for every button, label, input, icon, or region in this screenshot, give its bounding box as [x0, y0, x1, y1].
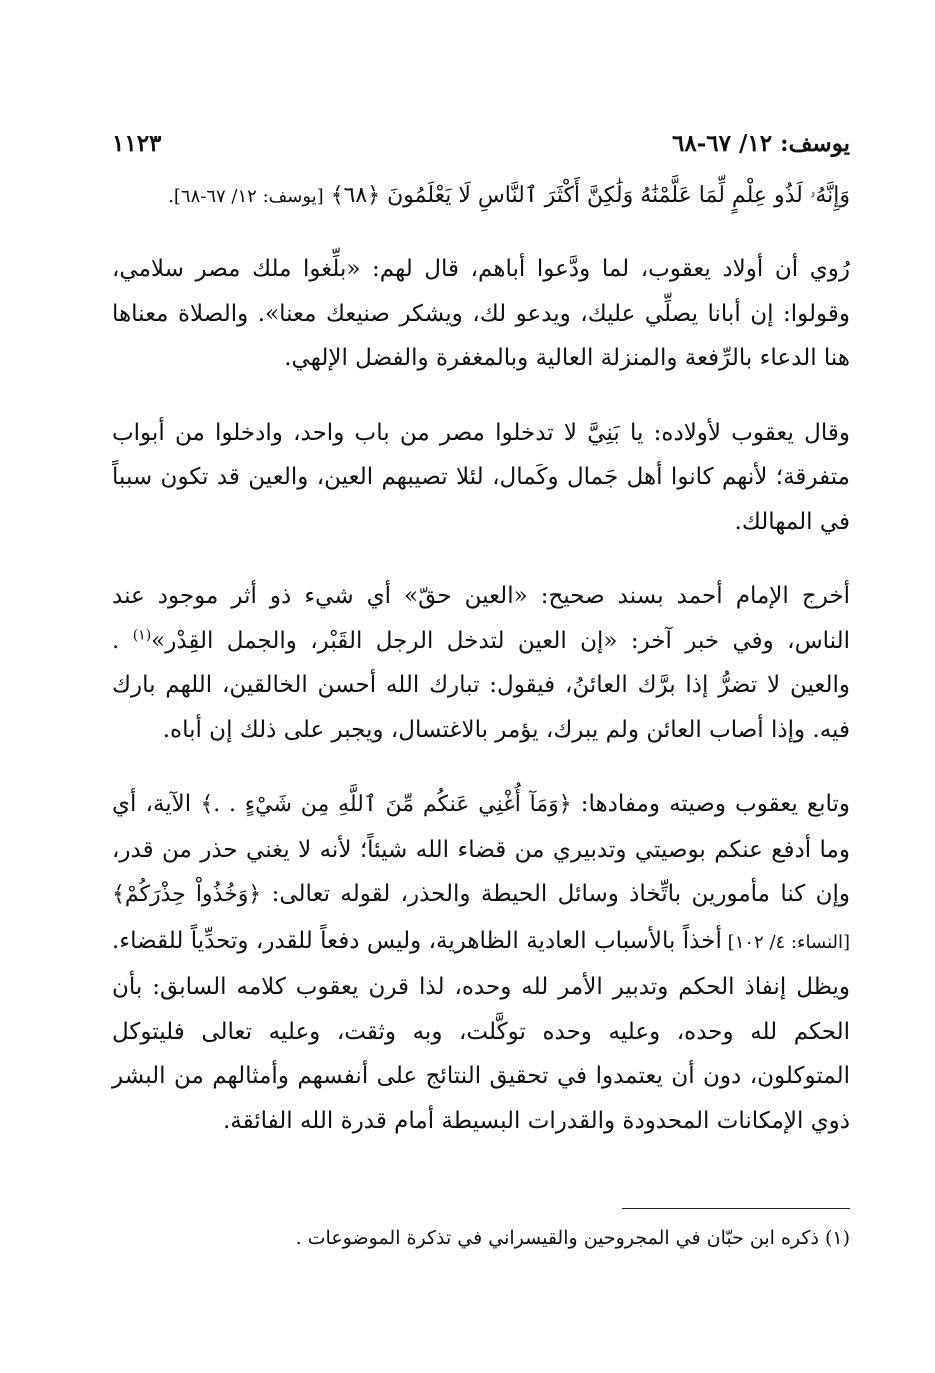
paragraph-4-text-b: الآية، أي وما أدفع عنكم بوصيتي وتدبيري من قضاء الله شيئاً؛ لأنه لا يغني حذر من قدر، وإن كنا مأمورين باتِّخاذ وسائل الحيطة والحذر، لقوله تعالى:	[112, 791, 850, 907]
surah-reference: يوسف: ١٢/ ٦٧-٦٨	[672, 130, 850, 157]
paragraph-4-text-c: أخذاً بالأسباب العادية الظاهرية، وليس دفعاً للقدر، وتحدِّياً للقضاء. ويظل إنفاذ الحكم وتدبير الأمر لله وحده، لذا قرن يعقوب كلامه السابق: بأن الحكم لله وحده، وعليه وحده توكَّلت، وبه وثقت، وعليه تعالى فليتوكل المتوكلون، دون أن يعتمدوا في تحقيق النتائج على أنفسهم وأمثالهم من البشر ذوي الإمكانات المحدودة والقدرات البسيطة أمام قدرة الله الفائقة.	[112, 927, 850, 1134]
page-body	[112, 174, 850, 1143]
paragraph-4-text-a: وتابع يعقوب وصيته ومفادها:	[571, 791, 851, 817]
paragraph-3	[112, 574, 850, 752]
quran-verse: وَإِنَّهُۥ لَذُو عِلْمٍ لِّمَا عَلَّمْنَٰهُ وَلَٰكِنَّ أَكْثَرَ ٱلنَّاسِ لَا يَعْلَمُونَ ﴿٦٨﴾	[330, 183, 850, 208]
footnote-marker: (١)	[132, 626, 152, 643]
footnote: (١) ذكره ابن حبّان في المجروحين والقيسراني في تذكرة الموضوعات .	[295, 1227, 850, 1249]
verse-reference: [يوسف: ١٢/ ٦٧-٦٨].	[168, 186, 324, 207]
paragraph-1: رُوي أن أولاد يعقوب، لما ودَّعوا أباهم، قال لهم: «بلِّغوا ملك مصر سلامي، وقولوا: إن أبانا يصلِّي عليك، ويدعو لك، ويشكر صنيعك معنا». والصلاة معناها هنا الدعاء بالرِّفعة والمنزلة العالية وبالمغفرة والفضل الإلهي.	[112, 256, 850, 371]
quran-verse-line	[112, 174, 850, 219]
quran-quote-2: ﴿وَخُذُواْ حِذْرَكُمْ﴾	[112, 882, 262, 907]
paragraph-3-text-b: . والعين لا تضرُّ إذا برَّك العائنُ، فيقول: تبارك الله أحسن الخالقين، اللهم بارك فيه. وإذا أصاب العائن ولم يبرك، يؤمر بالاغتسال، ويجبر على ذلك إن أباه.	[112, 627, 850, 743]
paragraph-4	[112, 782, 850, 1143]
page-number: ١١٢٣	[112, 130, 162, 157]
paragraph-3-text-a: أخرج الإمام أحمد بسند صحيح: «العين حقّ» أي شيء ذو أثر موجود عند الناس، وفي خبر آخر: «إن العين لتدخل الرجل القَبْر، والجمل القِدْر»	[112, 583, 850, 654]
quran-quote-1: ﴿وَمَآ أُغْنِي عَنكُم مِّنَ ٱللَّهِ مِن شَيْءٍ . .﴾	[200, 792, 572, 817]
quran-quote-2-reference: [النساء: ٤/ ١٠٢]	[721, 931, 851, 953]
footnote-divider	[622, 1208, 850, 1209]
paragraph-2: وقال يعقوب لأولاده: يا بَنِيَّ لا تدخلوا مصر من باب واحد، وادخلوا من أبواب متفرقة؛ لأنهم كانوا أهل جَمال وكَمال، لئلا تصيبهم العين، والعين قد تكون سبباً في المهالك.	[112, 419, 850, 535]
page-header	[112, 126, 850, 162]
